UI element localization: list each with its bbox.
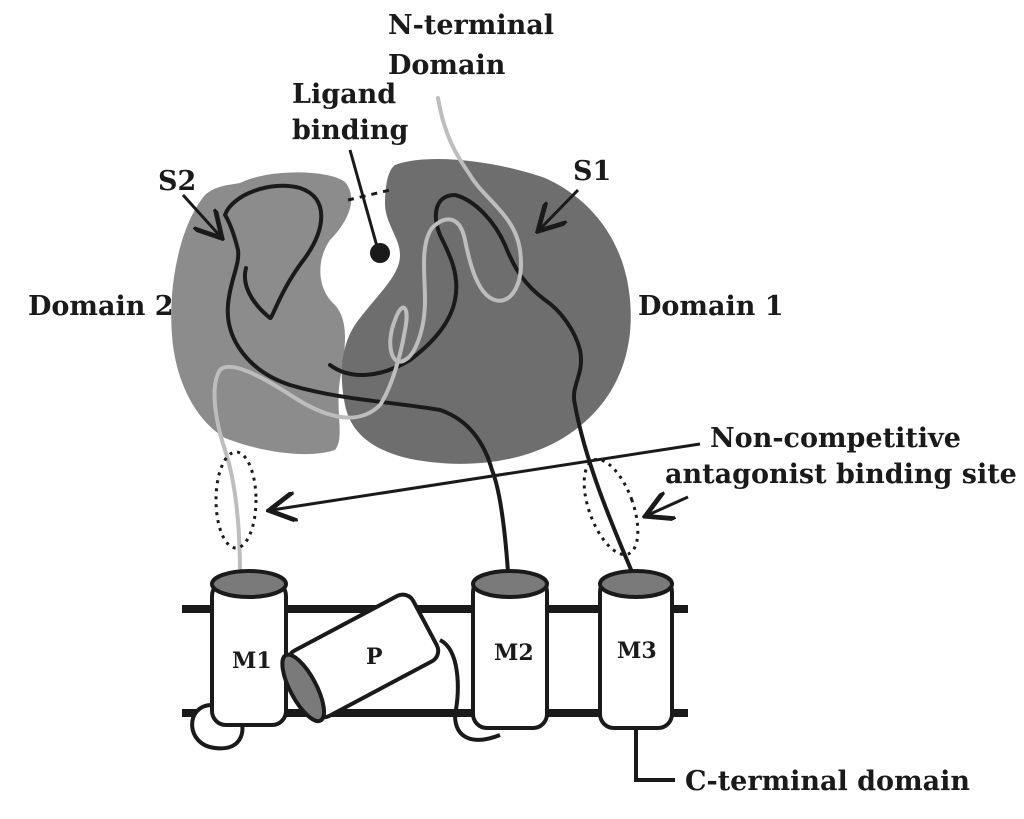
noncompetitive-label-line2: antagonist binding site <box>665 459 1017 490</box>
c-terminal-tail <box>636 728 675 780</box>
ligand-binding-dot <box>370 243 390 263</box>
domain1-shape <box>342 159 631 464</box>
ligand-pointer-line <box>350 150 378 250</box>
ligand-label-line1: Ligand <box>292 79 397 110</box>
n-terminal-label-line1: N-terminal <box>388 10 554 41</box>
p-label: P <box>366 644 383 670</box>
domain2-label: Domain 2 <box>28 291 174 322</box>
ligand-label-line2: binding <box>292 115 409 146</box>
antagonist-arrow-right <box>648 497 688 515</box>
s2-label: S2 <box>158 166 197 197</box>
c-terminal-label: C-terminal domain <box>685 766 971 797</box>
antagonist-site-right <box>573 452 649 561</box>
n-terminal-label-line2: Domain <box>388 50 506 81</box>
domain1-label: Domain 1 <box>638 291 784 322</box>
m2-label: M2 <box>494 640 534 666</box>
noncompetitive-label-line1: Non-competitive <box>710 423 961 454</box>
ligand-dashed-link <box>348 190 390 200</box>
m1-label: M1 <box>232 648 272 674</box>
s1-label: S1 <box>573 156 612 187</box>
m3-label: M3 <box>617 638 657 664</box>
